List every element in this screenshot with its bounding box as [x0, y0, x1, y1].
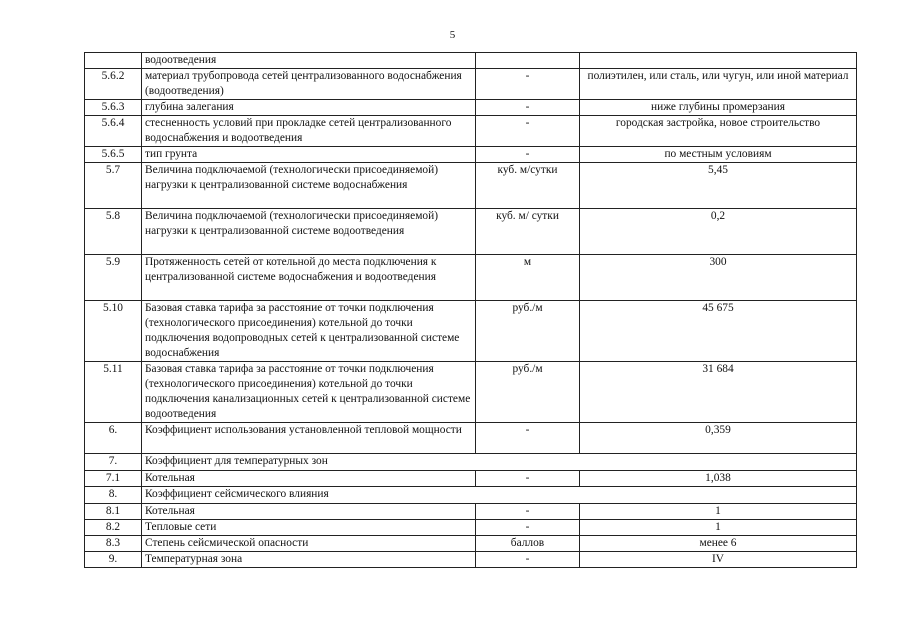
row-description: материал трубопровода сетей централизованного водоснабжения (водоотведения): [142, 69, 476, 100]
row-description: Коэффициент использования установленной тепловой мощности: [142, 423, 476, 454]
row-unit: куб. м/ сутки: [476, 209, 580, 255]
row-unit: м: [476, 255, 580, 301]
row-description: Котельная: [142, 471, 476, 487]
row-description: Степень сейсмической опасности: [142, 536, 476, 552]
row-unit: [476, 53, 580, 69]
row-number: 8.2: [85, 520, 142, 536]
row-unit: баллов: [476, 536, 580, 552]
row-value: городская застройка, новое строительство: [580, 116, 857, 147]
row-unit: -: [476, 471, 580, 487]
table-row: [85, 423, 857, 454]
row-description: Базовая ставка тарифа за расстояние от точки подключения (технологического присоединения) котельной до точки подключения канализационных сетей к централизованной системе водоотведения: [142, 362, 476, 423]
table-row: [85, 255, 857, 301]
row-value: 0,2: [580, 209, 857, 255]
row-value: [580, 53, 857, 69]
row-description: Величина подключаемой (технологически присоединяемой) нагрузки к централизованной системе водоснабжения: [142, 163, 476, 209]
row-description: тип грунта: [142, 147, 476, 163]
row-unit: -: [476, 423, 580, 454]
row-number: [85, 53, 142, 69]
table-row: [85, 301, 857, 362]
row-unit: -: [476, 504, 580, 520]
parameters-table: [84, 52, 857, 568]
row-number: 5.6.2: [85, 69, 142, 100]
table-row: [85, 100, 857, 116]
row-value: 45 675: [580, 301, 857, 362]
row-value: IV: [580, 552, 857, 568]
row-number: 5.10: [85, 301, 142, 362]
table-row: [85, 116, 857, 147]
row-value: полиэтилен, или сталь, или чугун, или иной материал: [580, 69, 857, 100]
row-description: Протяженность сетей от котельной до места подключения к централизованной системе водоснабжения и водоотведения: [142, 255, 476, 301]
table-row: [85, 147, 857, 163]
row-number: 5.9: [85, 255, 142, 301]
section-title: Коэффициент для температурных зон: [142, 454, 857, 471]
table-body: [85, 53, 857, 568]
row-number: 5.11: [85, 362, 142, 423]
table-row: [85, 536, 857, 552]
row-unit: -: [476, 520, 580, 536]
row-number: 5.6.3: [85, 100, 142, 116]
table-row: [85, 552, 857, 568]
row-description: Тепловые сети: [142, 520, 476, 536]
section-row: [85, 487, 857, 504]
row-number: 5.6.4: [85, 116, 142, 147]
row-unit: -: [476, 116, 580, 147]
row-value: 0,359: [580, 423, 857, 454]
row-unit: куб. м/сутки: [476, 163, 580, 209]
row-value: 5,45: [580, 163, 857, 209]
row-number: 7.1: [85, 471, 142, 487]
row-value: менее 6: [580, 536, 857, 552]
table-row: [85, 471, 857, 487]
row-number: 5.8: [85, 209, 142, 255]
row-number: 5.7: [85, 163, 142, 209]
row-description: Температурная зона: [142, 552, 476, 568]
row-number: 5.6.5: [85, 147, 142, 163]
row-value: 31 684: [580, 362, 857, 423]
table-row: [85, 53, 857, 69]
row-description: Базовая ставка тарифа за расстояние от точки подключения (технологического присоединения) котельной до точки подключения водопроводных сетей к централизованной системе водоснабжения: [142, 301, 476, 362]
table-row: [85, 504, 857, 520]
table-row: [85, 209, 857, 255]
row-value: 1: [580, 504, 857, 520]
row-unit: руб./м: [476, 362, 580, 423]
table-row: [85, 69, 857, 100]
row-number: 6.: [85, 423, 142, 454]
row-description: водоотведения: [142, 53, 476, 69]
section-title: Коэффициент сейсмического влияния: [142, 487, 857, 504]
row-unit: -: [476, 69, 580, 100]
row-unit: руб./м: [476, 301, 580, 362]
row-number: 7.: [85, 454, 142, 471]
row-number: 8.3: [85, 536, 142, 552]
row-number: 9.: [85, 552, 142, 568]
row-number: 8.1: [85, 504, 142, 520]
row-value: 1: [580, 520, 857, 536]
row-value: ниже глубины промерзания: [580, 100, 857, 116]
row-description: Котельная: [142, 504, 476, 520]
section-row: [85, 454, 857, 471]
row-description: глубина залегания: [142, 100, 476, 116]
row-unit: -: [476, 147, 580, 163]
row-value: по местным условиям: [580, 147, 857, 163]
row-description: Величина подключаемой (технологически присоединяемой) нагрузки к централизованной системе водоотведения: [142, 209, 476, 255]
table-row: [85, 520, 857, 536]
row-description: стесненность условий при прокладке сетей централизованного водоснабжения и водоотведения: [142, 116, 476, 147]
row-unit: -: [476, 552, 580, 568]
table-row: [85, 163, 857, 209]
row-unit: -: [476, 100, 580, 116]
table-row: [85, 362, 857, 423]
row-number: 8.: [85, 487, 142, 504]
row-value: 300: [580, 255, 857, 301]
page-number: 5: [449, 29, 456, 41]
row-value: 1,038: [580, 471, 857, 487]
